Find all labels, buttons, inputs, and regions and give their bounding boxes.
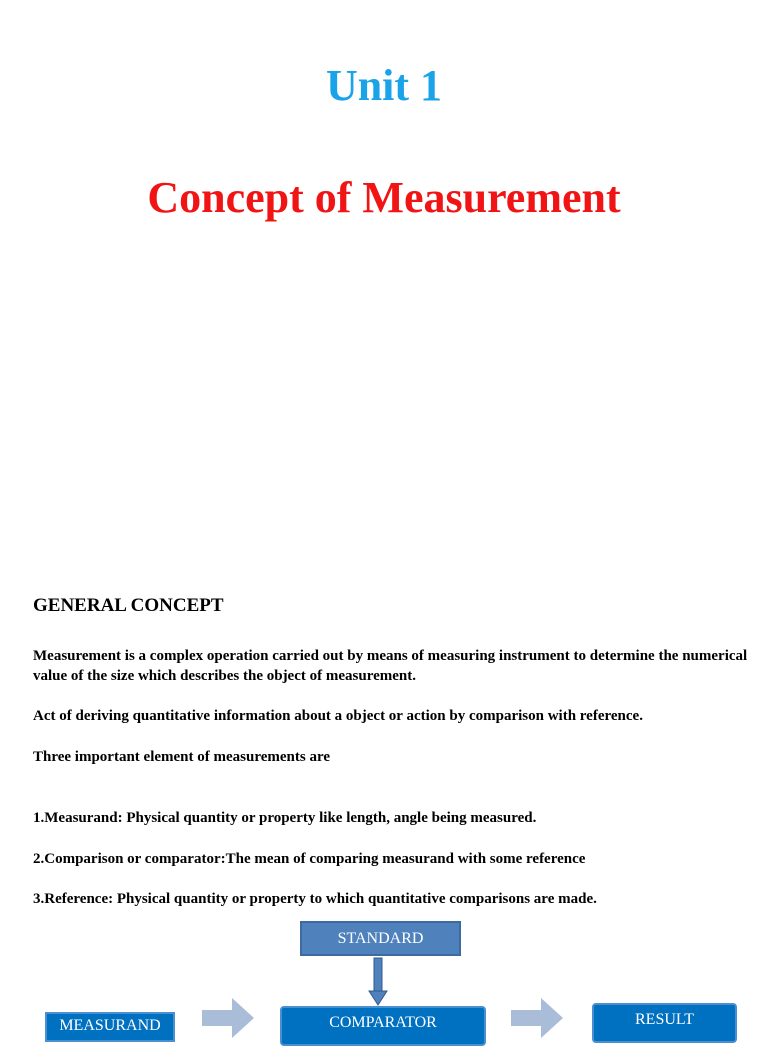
list-item-measurand: 1.Measurand: Physical quantity or property like length, angle being measured. <box>33 810 537 826</box>
down-arrow-icon <box>368 958 388 1006</box>
unit-title: Unit 1 <box>325 61 443 110</box>
paragraph-act: Act of deriving quantitative information about a object or action by comparison with reference. <box>33 708 643 724</box>
section-heading: GENERAL CONCEPT <box>33 595 224 616</box>
paragraph-elements-intro: Three important element of measurements are <box>33 749 331 765</box>
list-item-reference: 3.Reference: Physical quantity or property to which quantitative comparisons are made. <box>33 891 597 907</box>
list-item-comparator: 2.Comparison or comparator:The mean of comparing measurand with some reference <box>33 851 586 867</box>
paragraph-definition: Measurement is a complex operation carried out by means of measuring instrument to determine the numerical value of the size which describes the object of measurement. <box>33 648 748 684</box>
right-arrow-icon <box>511 998 563 1038</box>
right-arrow-icon <box>202 998 254 1038</box>
comparator-box: COMPARATOR <box>280 1006 486 1046</box>
page-title: Concept of Measurement <box>147 173 621 222</box>
measurand-box: MEASURAND <box>45 1012 175 1042</box>
standard-box: STANDARD <box>300 921 461 956</box>
result-box: RESULT <box>592 1003 737 1043</box>
